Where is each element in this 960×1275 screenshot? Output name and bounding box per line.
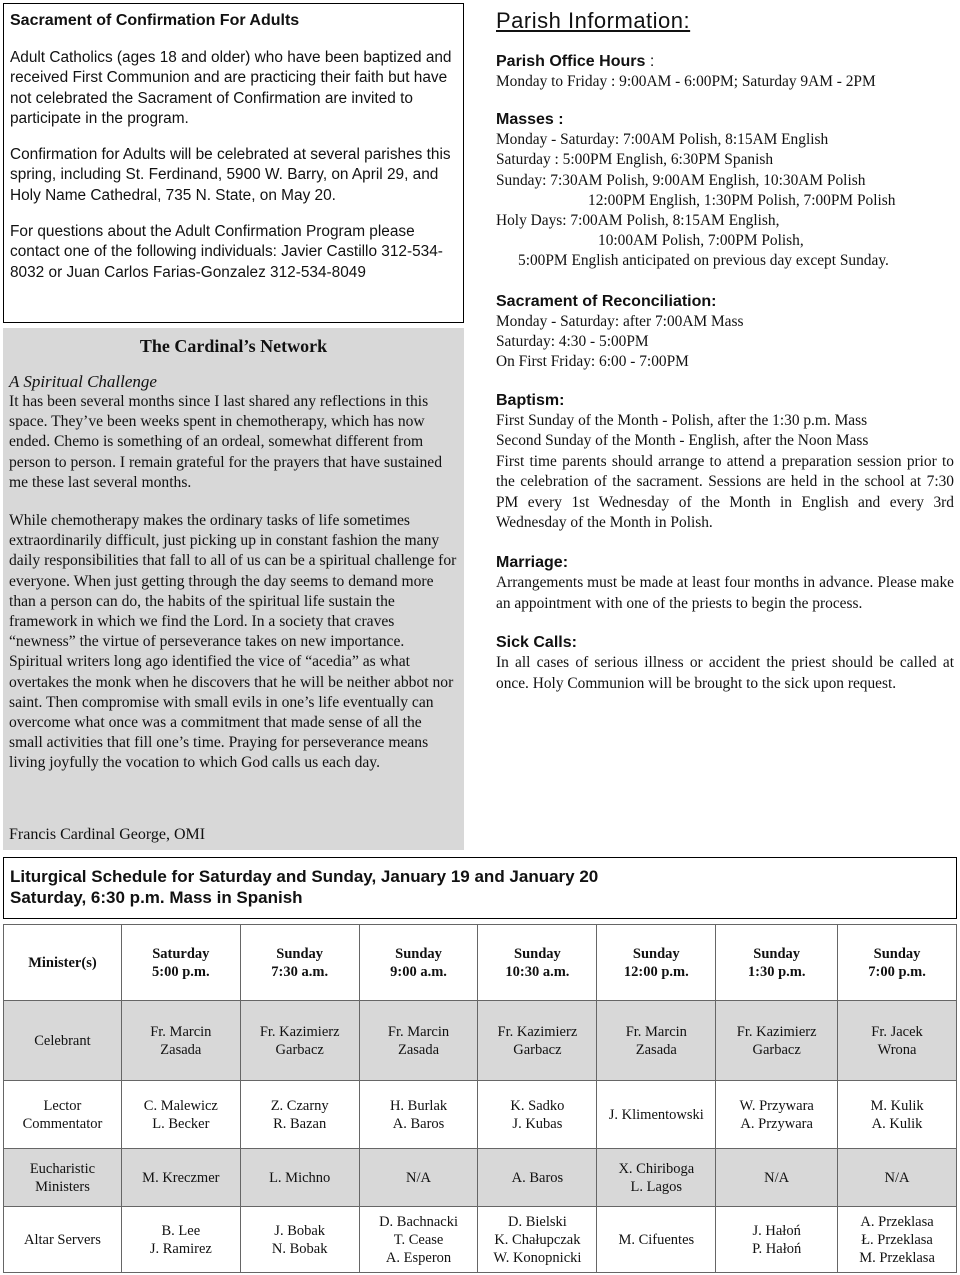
table-cell xyxy=(478,1081,597,1149)
table-cell xyxy=(597,1081,716,1149)
cell-line: J. Klimentowski xyxy=(608,1106,704,1123)
cell-line: Lector xyxy=(43,1097,82,1114)
cell-line: Sunday xyxy=(632,945,680,962)
masses-line: 5:00PM English anticipated on previous day except Sunday. xyxy=(518,252,889,270)
cell-line: T. Cease xyxy=(393,1231,444,1248)
cell-line: 7:00 p.m. xyxy=(868,963,926,980)
masses-line: Monday - Saturday: 7:00AM Polish, 8:15AM English xyxy=(496,131,829,149)
cell-line: L. Michno xyxy=(269,1169,331,1186)
confirmation-paragraph-2: Confirmation for Adults will be celebrated at several parishes this spring, including St. Ferdinand, 5900 W. Barry, on April 29, and Holy Name Cathedral, 735 N. State, on May 20. xyxy=(10,146,451,204)
cell-line: Zasada xyxy=(398,1041,440,1058)
table-header-cell xyxy=(240,925,359,1001)
cell-line: Ł. Przeklasa xyxy=(861,1231,933,1248)
baptism-line-1: First Sunday of the Month - Polish, after the 1:30 p.m. Mass xyxy=(496,412,868,430)
cell-line: H. Burlak xyxy=(389,1097,448,1114)
cell-line: J. Hałoń xyxy=(752,1222,801,1239)
table-cell xyxy=(838,1149,957,1207)
reconciliation-heading: Sacrament of Reconciliation: xyxy=(496,292,717,310)
cell-line: Z. Czarny xyxy=(270,1097,329,1114)
cell-line: A. Kulik xyxy=(871,1115,923,1132)
masses-line: Saturday : 5:00PM English, 6:30PM Spanish xyxy=(496,151,774,169)
confirmation-box xyxy=(3,3,464,323)
cell-line: Sunday xyxy=(753,945,801,962)
cell-line: R. Bazan xyxy=(273,1115,327,1132)
cell-line: 7:30 a.m. xyxy=(271,963,329,980)
cell-line: Fr. Kazimierz xyxy=(736,1023,817,1040)
cell-line: Fr. Jacek xyxy=(871,1023,923,1040)
cell-line: Garbacz xyxy=(275,1041,324,1058)
table-cell xyxy=(359,1001,478,1081)
liturgy-schedule-table xyxy=(3,924,957,1273)
office-hours-heading: Parish Office Hours xyxy=(496,53,646,70)
cell-line: C. Malewicz xyxy=(143,1097,218,1114)
table-cell xyxy=(716,1001,838,1081)
table-header-cell xyxy=(716,925,838,1001)
cell-line: Zasada xyxy=(160,1041,202,1058)
cardinals-network-section xyxy=(3,328,464,850)
cell-line: Fr. Kazimierz xyxy=(259,1023,340,1040)
table-cell xyxy=(597,1001,716,1081)
table-cell xyxy=(838,1001,957,1081)
cell-line: M. Przeklasa xyxy=(859,1249,935,1266)
masses-heading: Masses : xyxy=(496,111,564,129)
table-header-cell xyxy=(359,925,478,1001)
office-hours-colon: : xyxy=(645,53,655,70)
cell-line: Zasada xyxy=(635,1041,677,1058)
cell-line: W. Przywara xyxy=(739,1097,814,1114)
table-row xyxy=(4,1149,957,1207)
cell-line: W. Konopnicki xyxy=(493,1249,582,1266)
parish-information xyxy=(496,8,954,694)
table-header-cell xyxy=(838,925,957,1001)
cell-line: M. Kulik xyxy=(870,1097,924,1114)
cell-line: K. Sadko xyxy=(510,1097,565,1114)
table-cell xyxy=(359,1081,478,1149)
masses-section xyxy=(496,110,954,271)
cell-line: N/A xyxy=(764,1169,790,1186)
cell-line: Sunday xyxy=(873,945,921,962)
table-cell xyxy=(4,1081,122,1149)
confirmation-paragraph-3: For questions about the Adult Confirmation Program please contact one of the following individuals: Javier Castillo 312-534-8032 or Juan Carlos Farias-Gonzalez 312-534-8049 xyxy=(10,223,443,281)
reconciliation-line: Monday - Saturday: after 7:00AM Mass xyxy=(496,312,744,330)
masses-line: Holy Days: 7:00AM Polish, 8:15AM English, xyxy=(496,212,780,230)
cell-line: Garbacz xyxy=(752,1041,801,1058)
cell-line: Garbacz xyxy=(513,1041,562,1058)
cell-line: Altar Servers xyxy=(24,1231,101,1248)
cell-line: Saturday xyxy=(152,945,210,962)
table-cell xyxy=(4,1149,122,1207)
cell-line: Fr. Marcin xyxy=(150,1023,212,1040)
cell-line: Eucharistic xyxy=(29,1160,96,1177)
cell-line: Fr. Marcin xyxy=(625,1023,687,1040)
cell-line: Commentator xyxy=(22,1115,103,1132)
table-cell xyxy=(716,1149,838,1207)
table-cell xyxy=(240,1149,359,1207)
sick-calls-paragraph: In all cases of serious illness or accident the priest should be called at once. Holy Communion will be brought to the sick upon request. xyxy=(496,654,954,692)
cell-line: Sunday xyxy=(395,945,442,962)
table-cell xyxy=(240,1001,359,1081)
table-header-cell xyxy=(478,925,597,1001)
reconciliation-line: On First Friday: 6:00 - 7:00PM xyxy=(496,353,689,371)
table-cell xyxy=(716,1081,838,1149)
cell-line: M. Cifuentes xyxy=(618,1231,695,1248)
table-cell xyxy=(478,1207,597,1273)
cell-line: 10:30 a.m. xyxy=(505,963,570,980)
table-cell xyxy=(121,1081,240,1149)
baptism-section xyxy=(496,391,954,534)
confirmation-title: Sacrament of Confirmation For Adults xyxy=(10,12,300,29)
cell-line: N/A xyxy=(884,1169,910,1186)
cell-line: Fr. Kazimierz xyxy=(497,1023,578,1040)
cell-line: Celebrant xyxy=(34,1032,91,1049)
cell-line: X. Chiriboga xyxy=(618,1160,695,1177)
network-signature: Francis Cardinal George, OMI xyxy=(9,826,206,843)
table-cell xyxy=(121,1001,240,1081)
network-title: The Cardinal’s Network xyxy=(139,336,328,356)
baptism-line-2: Second Sunday of the Month - English, after the Noon Mass xyxy=(496,432,869,450)
cell-line: P. Hałoń xyxy=(752,1240,802,1257)
liturgy-heading-box xyxy=(3,857,957,919)
liturgy-heading-1: Liturgical Schedule for Saturday and Sunday, January 19 and January 20 xyxy=(10,867,599,886)
network-subtitle: A Spiritual Challenge xyxy=(9,372,157,391)
cell-line: 9:00 a.m. xyxy=(390,963,447,980)
table-cell xyxy=(240,1207,359,1273)
cell-line: Ministers xyxy=(35,1178,90,1195)
table-cell xyxy=(597,1149,716,1207)
table-cell xyxy=(359,1207,478,1273)
cell-line: A. Przeklasa xyxy=(860,1213,934,1230)
cell-line: N/A xyxy=(406,1169,432,1186)
office-hours-section xyxy=(496,52,954,92)
cell-line: 12:00 p.m. xyxy=(623,963,689,980)
cell-line: J. Ramirez xyxy=(149,1240,212,1257)
table-header-row xyxy=(4,925,957,1001)
cell-line: B. Lee xyxy=(161,1222,201,1239)
cell-line: 5:00 p.m. xyxy=(152,963,210,980)
table-row xyxy=(4,1001,957,1081)
network-paragraph-2: While chemotherapy makes the ordinary tasks of life sometimes extraordinarily difficult, just picking up in constant fashion the many daily responsibilities that fall to all of us can be a spiritual challenge for everyone. When just getting through the day seems to demand more than a person can do, the habits of the spiritual life sustain the framework in which we find the Lord. In a society that craves “newness” the virtue of perseverance takes on new importance. Spiritual writers long ago identified the vice of “acedia” as what overtakes the monk when he discovers that he will be neither abbot nor saint. Then compromise with small evils in one’s life eventually can overcome what once was a commitment that made sense of all the small activities that fill one’s time. Praying for perseverance means living joyfully the vocation to which God calls us each day. xyxy=(9,512,457,772)
office-hours-text: Monday to Friday : 9:00AM - 6:00PM; Saturday 9AM - 2PM xyxy=(496,73,876,90)
table-cell xyxy=(838,1207,957,1273)
reconciliation-section xyxy=(496,292,954,373)
masses-line: 12:00PM English, 1:30PM Polish, 7:00PM Polish xyxy=(588,191,896,209)
marriage-section xyxy=(496,553,954,614)
table-cell xyxy=(121,1149,240,1207)
cell-line: A. Przywara xyxy=(740,1115,813,1132)
reconciliation-line: Saturday: 4:30 - 5:00PM xyxy=(496,332,649,350)
confirmation-paragraph-1: Adult Catholics (ages 18 and older) who have been baptized and received First Communion and are practicing their faith but have not celebrated the Sacrament of Confirmation are invited to participate in the program. xyxy=(10,49,452,127)
sick-calls-heading: Sick Calls: xyxy=(496,634,577,652)
table-row xyxy=(4,1207,957,1273)
table-cell xyxy=(121,1207,240,1273)
table-cell xyxy=(4,1001,122,1081)
parish-title: Parish Information: xyxy=(496,8,691,33)
cell-line: L. Becker xyxy=(152,1115,210,1132)
table-header-cell xyxy=(121,925,240,1001)
table-cell xyxy=(478,1149,597,1207)
cell-line: A. Baros xyxy=(392,1115,445,1132)
table-cell xyxy=(478,1001,597,1081)
sick-calls-section xyxy=(496,633,954,694)
cell-line: 1:30 p.m. xyxy=(747,963,806,980)
cell-line: J. Bobak xyxy=(274,1222,326,1239)
cell-line: D. Bielski xyxy=(508,1213,567,1230)
table-cell xyxy=(716,1207,838,1273)
cell-line: M. Kreczmer xyxy=(142,1169,220,1186)
marriage-paragraph: Arrangements must be made at least four months in advance. Please make an appointment with one of the priests to begin the process. xyxy=(496,574,954,612)
cell-line: Fr. Marcin xyxy=(387,1023,450,1040)
cell-line: J. Kubas xyxy=(512,1115,563,1132)
cell-line: L. Lagos xyxy=(630,1178,683,1195)
table-cell xyxy=(597,1207,716,1273)
table-header-cell xyxy=(4,925,122,1001)
table-header-cell xyxy=(597,925,716,1001)
cell-line: Minister(s) xyxy=(28,954,97,971)
masses-line: Sunday: 7:30AM Polish, 9:00AM English, 10:30AM Polish xyxy=(496,171,866,189)
cell-line: Sunday xyxy=(276,945,324,962)
cell-line: Wrona xyxy=(877,1041,917,1058)
marriage-heading: Marriage: xyxy=(496,554,569,572)
cell-line: A. Esperon xyxy=(385,1249,452,1266)
table-row xyxy=(4,1081,957,1149)
cell-line: D. Bachnacki xyxy=(379,1213,458,1230)
table-cell xyxy=(838,1081,957,1149)
masses-line: 10:00AM Polish, 7:00PM Polish, xyxy=(598,232,804,250)
network-paragraph-1: It has been several months since I last shared any reflections in this space. They’ve been weeks spent in chemotherapy, which has now ended. Chemo is something of an ordeal, somewhat different from person to person. I remain grateful for the prayers that have sustained me these last several months. xyxy=(9,393,443,491)
cell-line: N. Bobak xyxy=(271,1240,328,1257)
liturgy-heading-2: Saturday, 6:30 p.m. Mass in Spanish xyxy=(10,888,303,907)
table-cell xyxy=(359,1149,478,1207)
cell-line: K. Chałupczak xyxy=(494,1231,581,1248)
cell-line: A. Baros xyxy=(511,1169,564,1186)
table-cell xyxy=(4,1207,122,1273)
baptism-heading: Baptism: xyxy=(496,392,565,410)
table-cell xyxy=(240,1081,359,1149)
cell-line: Sunday xyxy=(514,945,561,962)
baptism-paragraph: First time parents should arrange to attend a preparation session prior to the celebration of the sacrament. Sessions are held in the school at 7:30 PM every 1st Wednesday of the Month in English and every 3rd Wednesday of the Month in Polish. xyxy=(496,452,954,532)
